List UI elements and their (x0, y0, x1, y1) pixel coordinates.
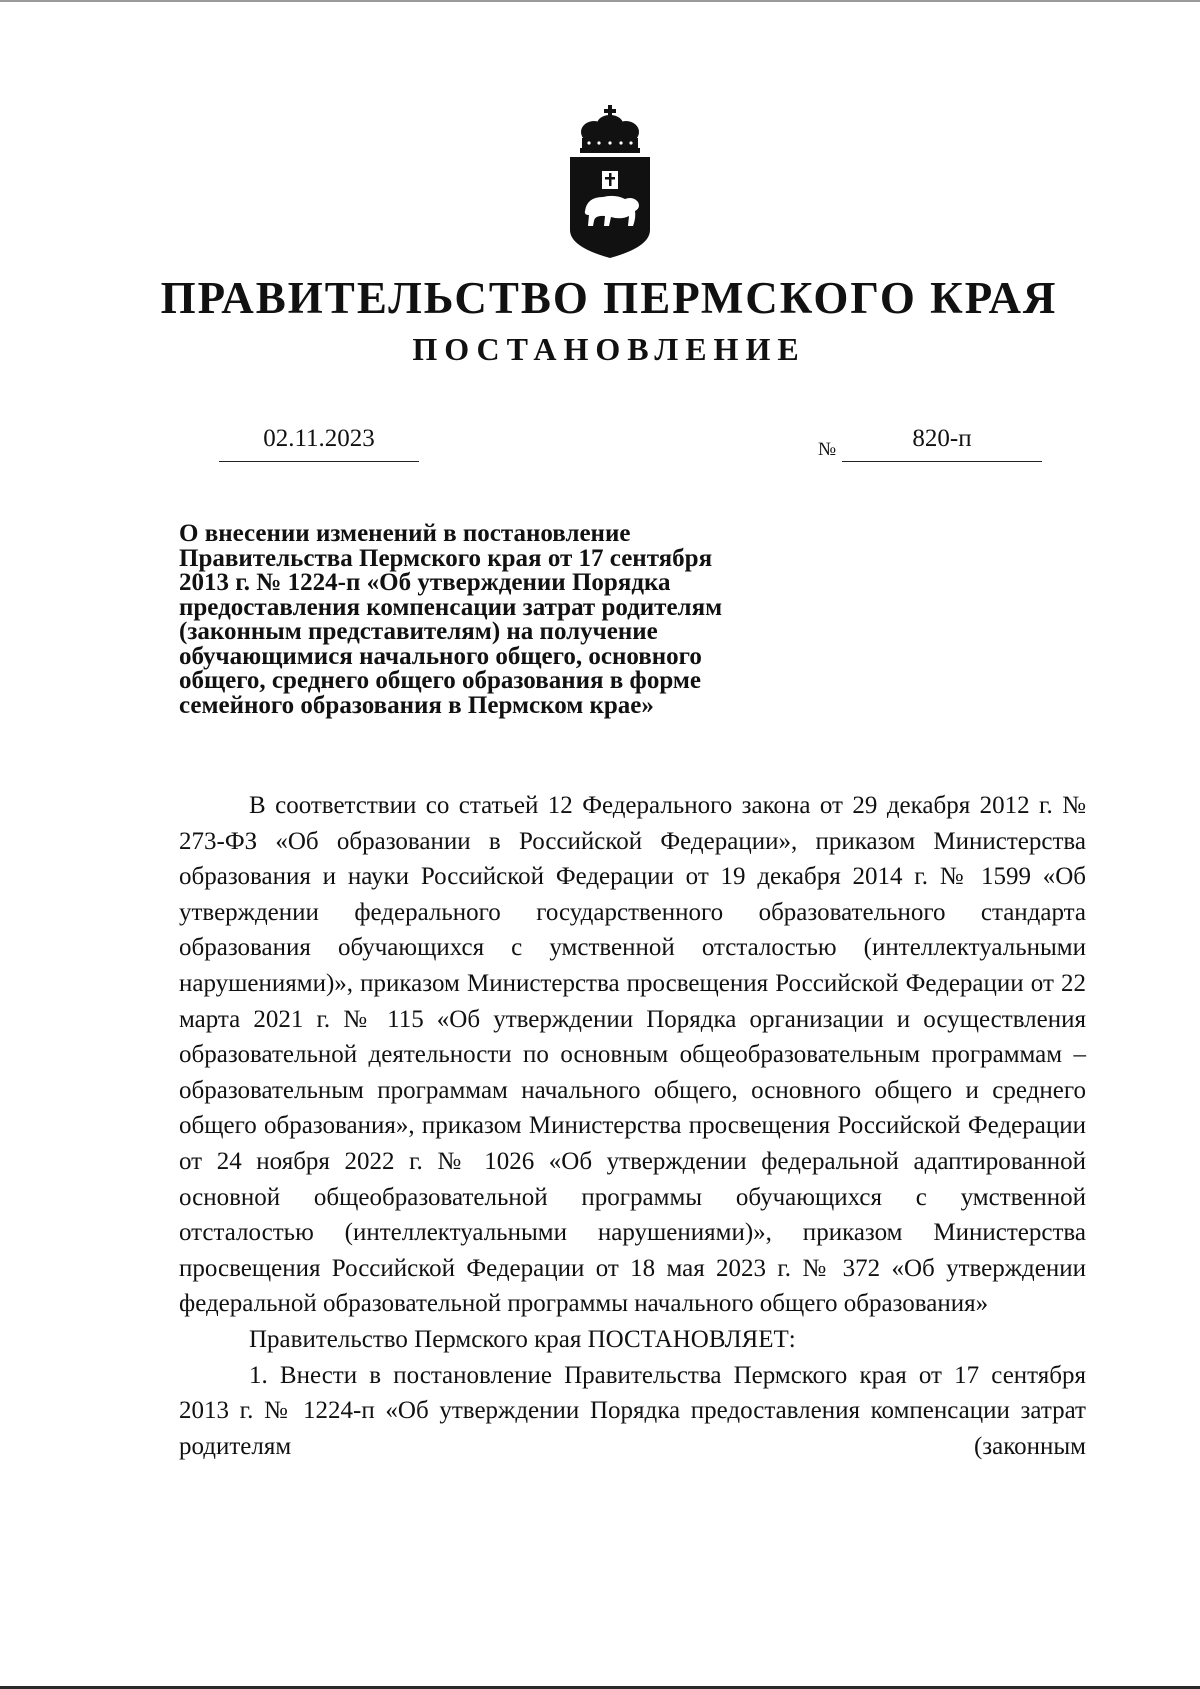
subject-line: О внесении изменений в постановление (179, 520, 631, 547)
subject-line: общего, среднего общего образования в форме (179, 667, 701, 694)
preamble-paragraph: В соответствии со статьей 12 Федерального закона от 29 декабря 2012 г. № 273-ФЗ «Об образовании в Российской Федерации», приказом Министерства образования и науки Российской Федерации от 19 декабря 2014 г. № 1599 «Об утверждении федерального государственного образовательного стандарта образования обучающихся с умственной отсталостью (интеллектуальными нарушениями)», приказом Министерства просвещения Российской Федерации от 22 марта 2021 г. № 115 «Об утверждении Порядка организации и осуществления образовательной деятельности по основным общеобразовательным программам – образовательным программам начального общего, основного общего и среднего общего образования», приказом Министерства просвещения Российской Федерации от 24 ноября 2022 г. № 1026 «Об утверждении федеральной адаптированной основной общеобразовательной программы обучающихся с умственной отсталостью (интеллектуальными нарушениями)», приказом Министерства просвещения Российской Федерации от 18 мая 2023 г. № 372 «Об утверждении федеральной образовательной программы начального общего образования» (179, 792, 1086, 1318)
document-number: 820-п (912, 425, 972, 452)
document-body (179, 788, 1086, 1464)
subject-line: обучающимися начального общего, основного (179, 642, 702, 670)
subject-line: (законным представителям) на получение (179, 618, 658, 645)
date-field (219, 425, 419, 462)
resolves-paragraph: Правительство Пермского края ПОСТАНОВЛЯЕТ: (249, 1325, 796, 1353)
item-1-paragraph: 1. Внести в постановление Правительства Пермского края от 17 сентября 2013 г. № 1224-п «Об утверждении Порядка предоставления компенсации затрат родителям (законным (179, 1361, 1086, 1460)
document-date: 02.11.2023 (263, 425, 375, 452)
document-type: ПОСТАНОВЛЕНИЕ (412, 331, 806, 367)
coat-of-arms-perm-krai-icon (565, 105, 655, 260)
subject-line: предоставления компенсации затрат родителям (179, 593, 723, 621)
subject-line: семейного образования в Пермском крае» (179, 691, 654, 719)
subject-line: 2013 г. № 1224-п «Об утверждении Порядка (179, 569, 671, 596)
document-subject (179, 522, 819, 718)
scan-top-edge (0, 0, 1200, 2)
number-sign: № (818, 439, 837, 460)
government-title: ПРАВИТЕЛЬСТВО ПЕРМСКОГО КРАЯ (160, 273, 1058, 323)
number-field (842, 425, 1042, 462)
subject-line: Правительства Пермского края от 17 сентября (179, 544, 713, 572)
